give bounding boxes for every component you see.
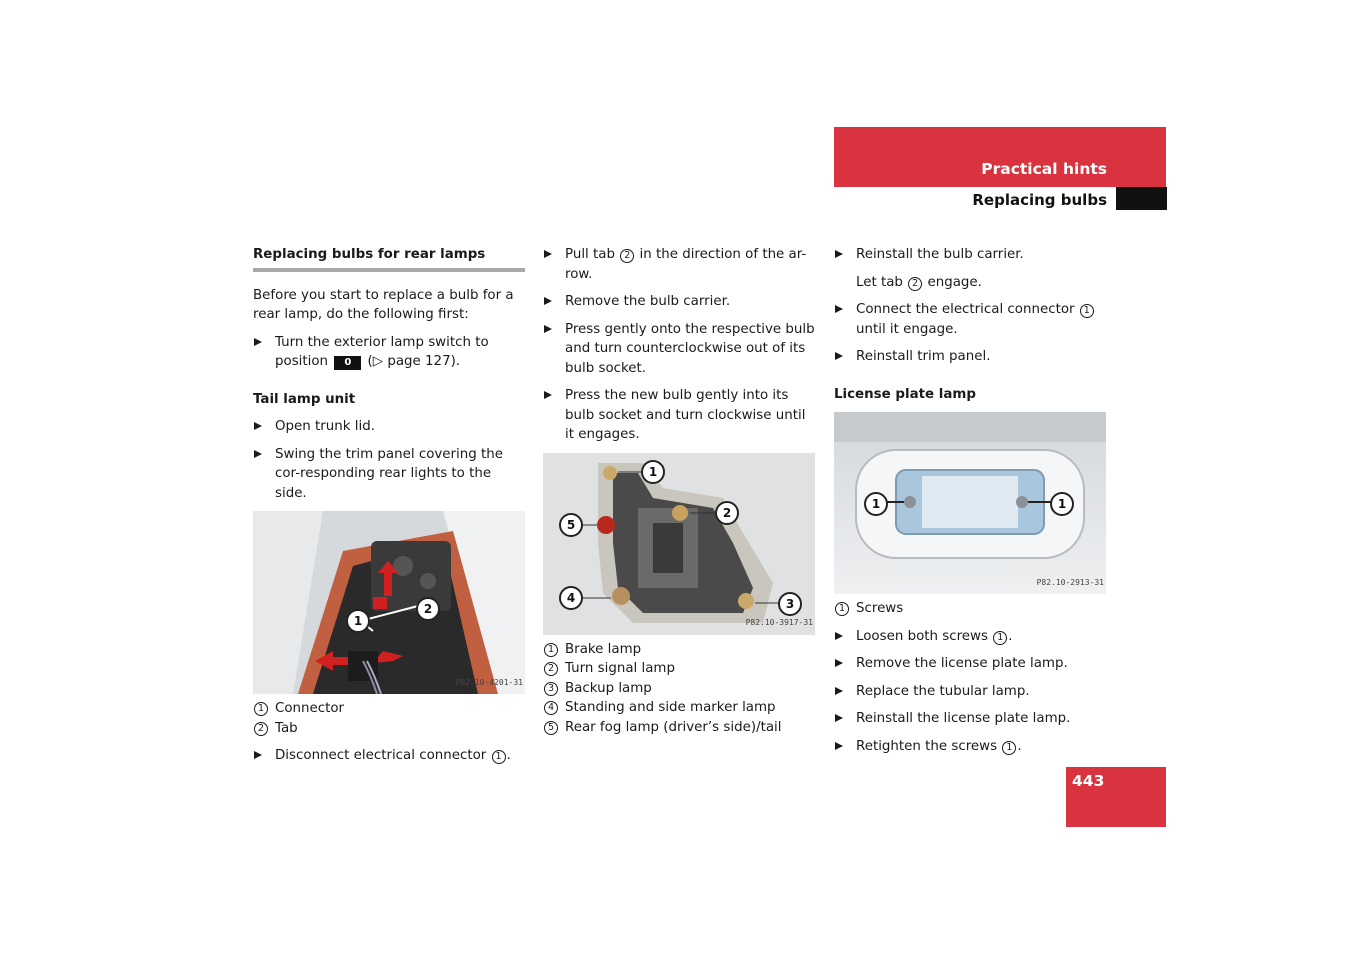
step-reinstall-trim: Reinstall trim panel. bbox=[834, 347, 1106, 367]
step-remove-bulb: Press gently onto the respective bulb and turn counterclockwise out of its bulb socket. bbox=[543, 320, 815, 379]
legend-item: 2 Turn signal lamp bbox=[543, 659, 815, 679]
column-2 bbox=[543, 245, 815, 737]
legend-item: 3 Backup lamp bbox=[543, 679, 815, 699]
bullet-triangle-icon bbox=[544, 250, 552, 258]
step-insert-bulb: Press the new bulb gently into its bulb socket and turn clockwise until it engages. bbox=[543, 386, 815, 445]
figure-code: P82.10-4201-31 bbox=[455, 677, 523, 687]
chapter-title: Practical hints bbox=[981, 160, 1107, 178]
legend-item: 1 Connector bbox=[253, 699, 525, 719]
tail-lamp-figure bbox=[253, 511, 525, 694]
intro-text: Before you start to replace a bulb for a rear lamp, do the following first: bbox=[253, 287, 514, 322]
step-connect-connector: Connect the electrical connector 1 until it engage. bbox=[834, 300, 1106, 339]
license-lamp-figure bbox=[834, 412, 1106, 594]
callout-screw-left: 1 bbox=[864, 492, 888, 516]
bullet-triangle-icon bbox=[835, 352, 843, 360]
column-3 bbox=[834, 245, 1106, 756]
bullet-triangle-icon bbox=[254, 338, 262, 346]
legend-item: 5 Rear fog lamp (driver’s side)/tail bbox=[543, 718, 815, 738]
figure-code: P82.10-3917-31 bbox=[745, 618, 813, 627]
callout-connector: 1 bbox=[346, 609, 370, 633]
step-disconnect-connector: Disconnect electrical connector 1 . bbox=[253, 746, 525, 766]
bullet-triangle-icon bbox=[254, 450, 262, 458]
step-swing-trim: Swing the trim panel covering the cor-responding rear lights to the side. bbox=[253, 445, 525, 504]
page-number: 443 bbox=[1072, 772, 1105, 790]
bullet-triangle-icon bbox=[835, 659, 843, 667]
bullet-triangle-icon bbox=[254, 751, 262, 759]
step-reinstall-license-lamp: Reinstall the license plate lamp. bbox=[834, 709, 1106, 729]
figure-code: P82.10-2913-31 bbox=[1036, 577, 1104, 587]
callout-turn-signal: 2 bbox=[715, 501, 739, 525]
bullet-triangle-icon bbox=[835, 687, 843, 695]
callout-fog-lamp: 5 bbox=[559, 513, 583, 537]
callout-brake-lamp: 1 bbox=[641, 460, 665, 484]
step-remove-carrier: Remove the bulb carrier. bbox=[543, 292, 815, 312]
tail-lamp-illustration bbox=[253, 511, 525, 694]
step-remove-license-lamp: Remove the license plate lamp. bbox=[834, 654, 1106, 674]
bullet-triangle-icon bbox=[254, 422, 262, 430]
legend-item: 2 Tab bbox=[253, 719, 525, 739]
rear-lamps-heading: Replacing bulbs for rear lamps bbox=[253, 247, 486, 262]
license-lamp-subheading: License plate lamp bbox=[834, 386, 976, 402]
page-reference: (▷ page 127). bbox=[367, 354, 461, 369]
step-pull-tab: Pull tab 2 in the direction of the ar-row. bbox=[543, 245, 815, 284]
step-lamp-switch: Turn the exterior lamp switch to position 0 (▷ page 127). bbox=[253, 333, 525, 372]
legend-item: 4 Standing and side marker lamp bbox=[543, 698, 815, 718]
section-tab-marker bbox=[1116, 187, 1167, 210]
callout-backup-lamp: 3 bbox=[778, 592, 802, 616]
step-retighten-screws: Retighten the screws 1 . bbox=[834, 737, 1106, 757]
switch-position-badge: 0 bbox=[334, 356, 361, 370]
step-open-trunk: Open trunk lid. bbox=[253, 417, 525, 437]
section-title: Replacing bulbs bbox=[972, 191, 1107, 209]
bullet-triangle-icon bbox=[835, 250, 843, 258]
bullet-triangle-icon bbox=[835, 305, 843, 313]
bulb-carrier-illustration bbox=[543, 453, 815, 635]
step-loosen-screws: Loosen both screws 1 . bbox=[834, 627, 1106, 647]
note-tab-engage: Let tab 2 engage. bbox=[856, 274, 982, 290]
legend-item: 1 Brake lamp bbox=[543, 640, 815, 660]
step-replace-tubular-lamp: Replace the tubular lamp. bbox=[834, 682, 1106, 702]
tail-lamp-subheading: Tail lamp unit bbox=[253, 391, 356, 407]
bullet-triangle-icon bbox=[544, 391, 552, 399]
bullet-triangle-icon bbox=[835, 714, 843, 722]
bulb-carrier-figure bbox=[543, 453, 815, 635]
callout-tab: 2 bbox=[416, 597, 440, 621]
callout-screw-right: 1 bbox=[1050, 492, 1074, 516]
legend-item: 1 Screws bbox=[834, 599, 1106, 619]
bullet-triangle-icon bbox=[835, 742, 843, 750]
bullet-triangle-icon bbox=[835, 632, 843, 640]
callout-marker-lamp: 4 bbox=[559, 586, 583, 610]
step-reinstall-carrier: Reinstall the bulb carrier. bbox=[834, 245, 1106, 265]
column-1 bbox=[253, 245, 525, 766]
bullet-triangle-icon bbox=[544, 297, 552, 305]
bullet-triangle-icon bbox=[544, 325, 552, 333]
